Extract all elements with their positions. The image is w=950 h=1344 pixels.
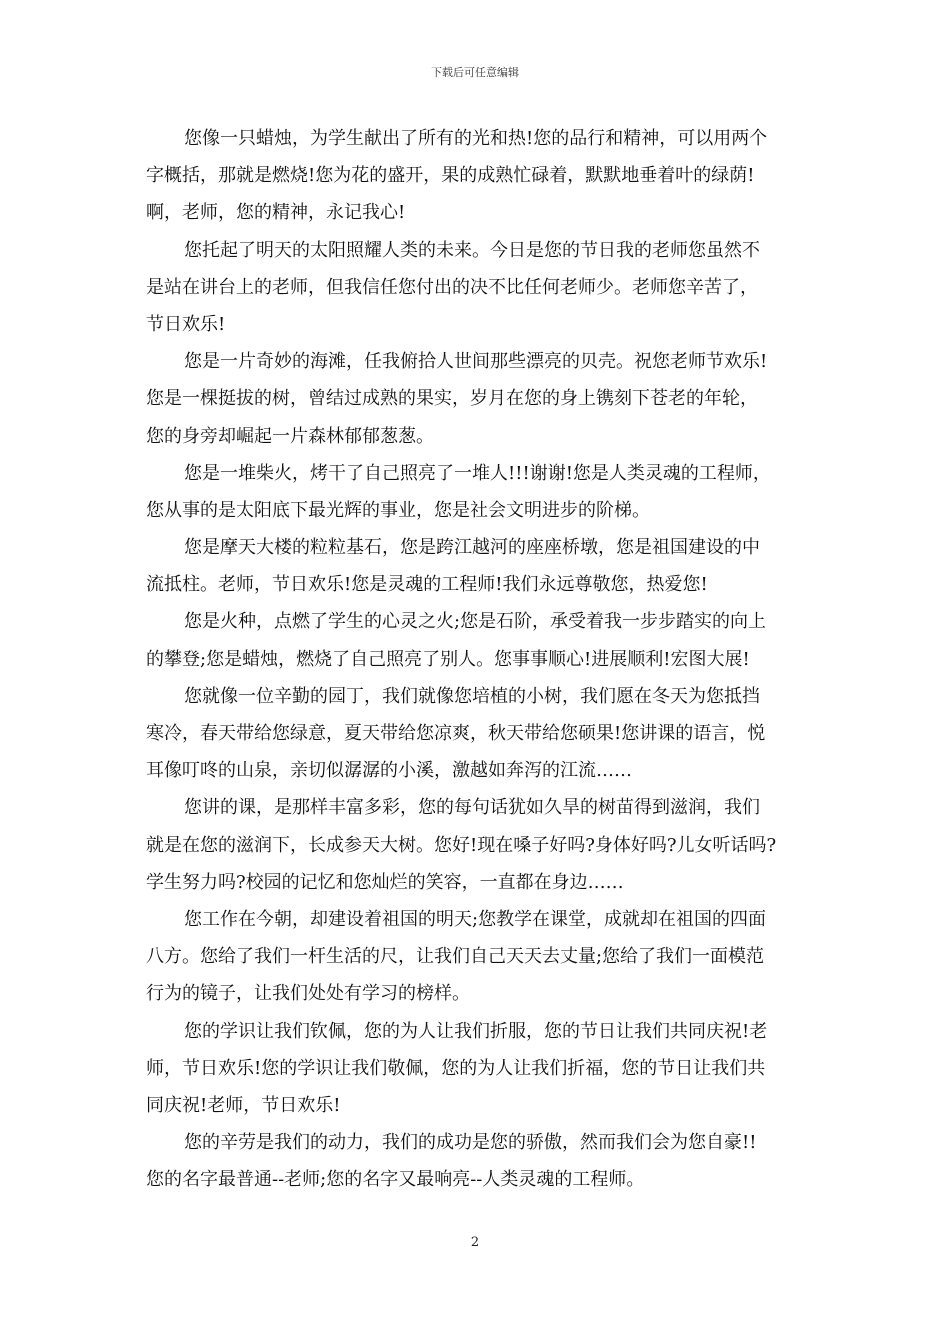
document-body — [146, 120, 808, 1198]
text-line: 您就像一位辛勤的园丁，我们就像您培植的小树，我们愿在冬天为您抵挡 — [184, 685, 760, 707]
paragraph — [146, 455, 808, 529]
text-line: 寒冷，春天带给您绿意，夏天带给您凉爽，秋天带给您硕果!您讲课的语言，悦 — [146, 723, 766, 744]
text-line: 字概括，那就是燃烧!您为花的盛开，果的成熟忙碌着，默默地垂着叶的绿荫! — [146, 165, 755, 187]
text-line: 就是在您的滋润下，长成参天大树。您好!现在嗓子好吗?身体好吗?儿女听话吗? — [146, 834, 777, 856]
paragraph — [146, 901, 808, 1013]
text-line: 您是摩天大楼的粒粒基石，您是跨江越河的座座桥墩，您是祖国建设的中 — [184, 537, 760, 559]
text-line: 您像一只蜡烛，为学生献出了所有的光和热!您的品行和精神，可以用两个 — [184, 128, 768, 149]
paragraph — [146, 529, 808, 603]
page-header: 下载后可任意编辑 — [431, 66, 519, 79]
text-line: 耳像叮咚的山泉，亲切似潺潺的小溪，激越如奔泻的江流…… — [146, 760, 632, 782]
text-line: 您的名字最普通--老师;您的名字又最响亮--人类灵魂的工程师。 — [146, 1169, 645, 1191]
text-line: 同庆祝!老师，节日欢乐! — [146, 1094, 341, 1116]
text-line: 您托起了明天的太阳照耀人类的未来。今日是您的节日我的老师您虽然不 — [184, 239, 760, 261]
paragraph — [146, 343, 808, 455]
text-line: 行为的镜子，让我们处处有学习的榜样。 — [146, 983, 470, 1005]
text-line: 节日欢乐! — [146, 313, 226, 335]
text-line: 学生努力吗?校园的记忆和您灿烂的笑容，一直都在身边…… — [146, 871, 624, 893]
text-line: 您讲的课，是那样丰富多彩，您的每句话犹如久旱的树苗得到滋润，我们 — [184, 797, 760, 819]
paragraph — [146, 232, 808, 344]
paragraph — [146, 603, 808, 677]
text-line: 您是一片奇妙的海滩，任我俯拾人世间那些漂亮的贝壳。祝您老师节欢乐! — [184, 351, 768, 373]
text-line: 的攀登;您是蜡烛，燃烧了自己照亮了别人。您事事顺心!进展顺利!宏图大展! — [146, 648, 750, 670]
text-line: 啊，老师，您的精神，永记我心! — [146, 202, 406, 224]
text-line: 八方。您给了我们一杆生活的尺，让我们自己天天去丈量;您给了我们一面模范 — [146, 946, 765, 968]
text-line: 您工作在今朝，却建设着祖国的明天;您教学在课堂，成就却在祖国的四面 — [184, 908, 767, 930]
text-line: 您的学识让我们钦佩，您的为人让我们折服，您的节日让我们共同庆祝!老 — [184, 1020, 768, 1042]
paragraph — [146, 1124, 808, 1198]
text-line: 您是火种，点燃了学生的心灵之火;您是石阶，承受着我一步步踏实的向上 — [184, 611, 767, 633]
text-line: 您从事的是太阳底下最光辉的事业，您是社会文明进步的阶梯。 — [146, 499, 650, 521]
page-number: 2 — [470, 1235, 480, 1250]
text-line: 是站在讲台上的老师，但我信任您付出的决不比任何老师少。老师您辛苦了， — [146, 276, 758, 298]
text-line: 您的辛劳是我们的动力，我们的成功是您的骄傲，然而我们会为您自豪!! — [184, 1132, 757, 1154]
text-line: 您是一棵挺拔的树，曾结过成熟的果实，岁月在您的身上镌刻下苍老的年轮， — [146, 388, 758, 410]
paragraph — [146, 789, 808, 901]
paragraph — [146, 678, 808, 790]
paragraph — [146, 1013, 808, 1125]
text-line: 您的身旁却崛起一片森林郁郁葱葱。 — [146, 425, 434, 447]
paragraph — [146, 120, 808, 232]
text-line: 师，节日欢乐!您的学识让我们敬佩，您的为人让我们折福，您的节日让我们共 — [146, 1057, 766, 1079]
text-line: 流抵柱。老师，节日欢乐!您是灵魂的工程师!我们永远尊敬您，热爱您! — [146, 574, 708, 596]
text-line: 您是一堆柴火，烤干了自己照亮了一堆人!!!谢谢!您是人类灵魂的工程师， — [184, 462, 771, 484]
